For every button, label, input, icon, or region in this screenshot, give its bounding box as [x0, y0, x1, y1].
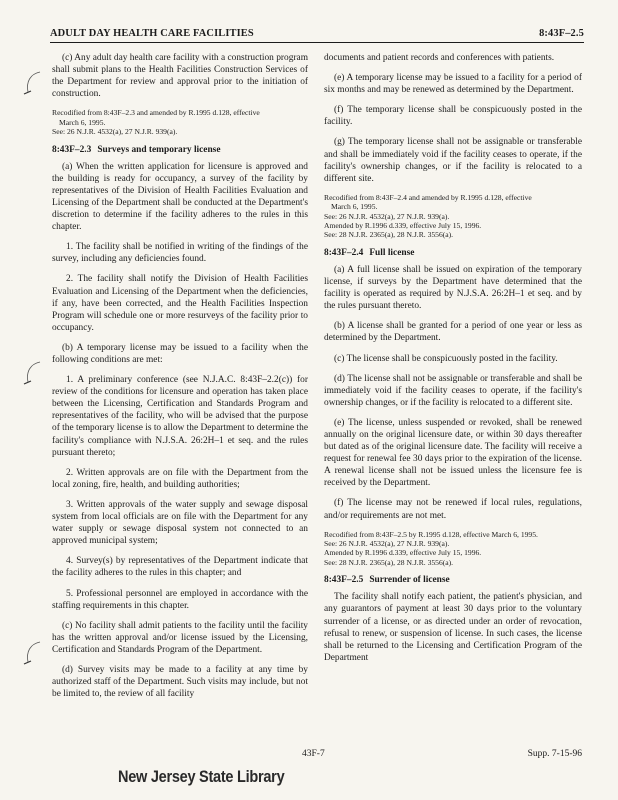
right-column — [324, 52, 582, 756]
header-section-number: 8:43F–2.5 — [539, 28, 584, 39]
paragraph: documents and patient records and conferences with patients. — [324, 53, 555, 63]
source-note — [324, 193, 582, 240]
source-note-line: Recodified from 8:43F–2.5 by R.1995 d.128, effective March 6, 1995. — [324, 529, 538, 539]
source-note-line: Recodified from 8:43F–2.4 and amended by R.1995 d.128, effective — [324, 192, 532, 202]
running-header — [50, 22, 584, 43]
section-heading — [52, 144, 308, 156]
paragraph: (c) The license shall be conspicuously posted in the facility. — [334, 353, 558, 364]
section-title: Surrender of license — [369, 575, 450, 586]
section-title: Surveys and temporary license — [97, 144, 221, 155]
source-note-line: Amended by R.1996 d.339, effective July 15, 1996. — [324, 548, 482, 558]
source-note-line: See: 26 N.J.R. 4532(a), 27 N.J.R. 939(a). — [324, 211, 450, 221]
paragraph: (f) The temporary license shall be conspicuously posted in the facility. — [324, 105, 582, 128]
source-note-line: See: 28 N.J.R. 2365(a), 28 N.J.R. 3556(a). — [324, 230, 454, 240]
punch-hole-mark-icon — [22, 640, 44, 666]
section-heading — [324, 247, 582, 259]
paragraph: (e) The license, unless suspended or revoked, shall be renewed annually on the original licensure date, or within 30 days thereafter but dated as of the original licensure date. The facility will receive a request for renewal fee 30 days prior to the expiration of the license. A renewal license shall not be issued unless the licensure fee is received by the Department. — [324, 417, 582, 489]
source-note-line: Amended by R.1996 d.339, effective July 15, 1996. — [324, 221, 482, 231]
paragraph: (b) A license shall be granted for a period of one year or less as determined by the Department. — [324, 321, 582, 344]
list-item: 3. Written approvals of the water supply and sewage disposal system from local officials are on file with the Department for any water supply or sewage disposal system not connected to an approved municipal system; — [52, 499, 308, 547]
paragraph: (e) A temporary license may be issued to a facility for a period of six months and may be renewed as determined by the Department. — [324, 73, 582, 96]
section-title: Full license — [369, 247, 415, 258]
source-note-line: March 6, 1995. — [331, 202, 378, 212]
source-note-line: See: 28 N.J.R. 2365(a), 28 N.J.R. 3556(a). — [324, 557, 454, 567]
list-item: 4. Survey(s) by representatives of the Department indicate that the facility adheres to the rules in this chapter; and — [52, 556, 308, 579]
list-item: 2. Written approvals are on file with the Department from the local zoning, fire, health, and building authorities; — [52, 467, 308, 490]
section-number: 8:43F–2.5 — [324, 575, 364, 586]
paragraph: (c) No facility shall admit patients to the facility until the facility has the written approval and/or license issued by the Licensing, Certification and Standards Program of the Department. — [52, 620, 308, 655]
source-note — [324, 530, 582, 568]
paragraph: (f) The license may not be renewed if local rules, regulations, and/or requirements are not met. — [324, 498, 582, 521]
section-number: 8:43F–2.4 — [324, 247, 364, 258]
left-column — [52, 52, 308, 756]
paragraph: (b) A temporary license may be issued to a facility when the following conditions are met: — [52, 342, 308, 365]
section-heading — [324, 574, 582, 586]
paragraph: (a) When the written application for licensure is approved and the building is ready for occupancy, a survey of the facility by representatives of the Division of Health Facilities Evaluation and Licensing of the Department shall be conducted at the Department's discretion to determine if the facility adheres to the rules in this chapter. — [52, 161, 308, 233]
paragraph: The facility shall notify each patient, the patient's physician, and any guarantors of payment at least 30 days prior to the voluntary surrender of a license, or as directed under an order of revocation, refusal to renew, or suspension of license. In such cases, the license shall be returned to the Licensing and Certification Program of the Department — [324, 592, 582, 663]
paragraph: (d) Survey visits may be made to a facility at any time by authorized staff of the Department. Such visits may include, but not be limited to, the review of all facility — [52, 664, 308, 700]
list-item: 1. A preliminary conference (see N.J.A.C. 8:43F–2.2(c)) for review of the conditions for licensure and operation has taken place between the Licensing, Certification and Standards Program and representatives of the facility, who will be advised that the purpose of the temporary license is to allow the Department to determine the facility's compliance with N.J.S.A. 26:2H–1 et seq. and the rules pursuant thereto; — [52, 375, 308, 458]
source-note-line: March 6, 1995. — [59, 117, 106, 127]
library-stamp: New Jersey State Library — [118, 768, 285, 786]
punch-hole-mark-icon — [22, 70, 44, 96]
source-note-line: See: 26 N.J.R. 4532(a), 27 N.J.R. 939(a). — [52, 127, 178, 137]
source-note-line: Recodified from 8:43F–2.3 and amended by R.1995 d.128, effective — [52, 108, 260, 118]
paragraph: (g) The temporary license shall not be assignable or transferable and shall be immediately void if the facility ceases to operate, if the facility's ownership changes, or if the facility is relocated to a different site. — [324, 137, 582, 184]
source-note — [52, 108, 308, 136]
paragraph: (a) A full license shall be issued on expiration of the temporary license, if surveys by the Department have determined that the facility is operated as required by N.J.S.A. 26:2H–1 et seq. and by the rules pursuant thereto. — [324, 264, 582, 312]
list-item: 1. The facility shall be notified in writing of the findings of the survey, including any deficiencies found. — [52, 242, 308, 265]
punch-hole-mark-icon — [22, 360, 44, 386]
paragraph: (d) The license shall not be assignable or transferable and shall be immediately void if the facility ceases to operate, if the facility's ownership changes, or if the facility is relocated to a different site. — [324, 373, 582, 408]
source-note-line: See: 26 N.J.R. 4532(a), 27 N.J.R. 939(a). — [324, 539, 450, 549]
paragraph: (c) Any adult day health care facility with a construction program shall submit plans to the Health Facilities Construction Services of the Department for review and approval prior to the initiation of construction. — [52, 53, 308, 100]
list-item: 2. The facility shall notify the Division of Health Facilities Evaluation and Licensing of the Department when the deficiencies, if any, have been corrected, and the Health Facilities Inspection Program will schedule one or more resurveys of the facility prior to occupancy. — [52, 274, 308, 333]
page-number: 43F-7 — [302, 749, 325, 759]
header-title: ADULT DAY HEALTH CARE FACILITIES — [50, 28, 254, 39]
list-item: 5. Professional personnel are employed in accordance with the staffing requirements in this chapter. — [52, 588, 308, 611]
section-number: 8:43F–2.3 — [52, 144, 92, 155]
supplement-date: Supp. 7-15-96 — [527, 749, 582, 759]
